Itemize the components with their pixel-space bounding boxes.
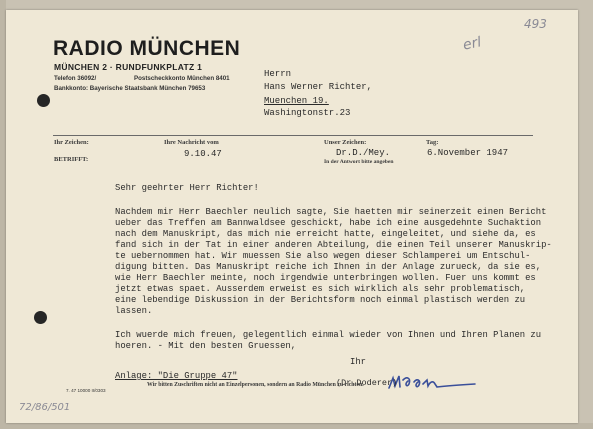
ihre-nachricht-value: 9.10.47 (184, 149, 222, 159)
ihr-zeichen-label: Ihr Zeichen: (54, 139, 89, 146)
anlage-line: Anlage: "Die Gruppe 47" (115, 371, 238, 381)
letterhead-address: MÜNCHEN 2 · RUNDFUNKPLATZ 1 (54, 62, 203, 72)
paragraph-line: digung bitten. Das Manuskript reiche ich Ihnen in der Anlage zurueck, da sie es, (115, 262, 542, 272)
pencil-mark: erl (461, 34, 483, 54)
recipient-salutation: Herrn (264, 69, 292, 79)
pencil-number: 493 (524, 17, 547, 31)
punch-hole-bottom (34, 311, 47, 324)
letterhead-title: RADIO MÜNCHEN (53, 37, 241, 60)
unser-zeichen-label: Unser Zeichen: (324, 139, 367, 146)
paragraph-line: nach dem Manuskript, das mich nie erreicht hatte, eingeleitet, und siehe da, es (115, 229, 536, 239)
tag-value: 6.November 1947 (427, 148, 509, 158)
paragraph-line: hoeren. - Mit den besten Gruessen, (115, 341, 297, 351)
paragraph-line: jetzt etwas spaet. Ausserdem erweist es sich wirklich als sehr problematisch, (115, 284, 526, 294)
footer-notice: Wir bitten Zuschriften nicht an Einzelpersonen, sondern an Radio München zu richten. (147, 382, 364, 388)
paragraph-line: eine lebendige Diskussion in der Berichtsform noch einmal plastisch werden zu (115, 295, 526, 305)
print-code: 7. 47 10000 II/0303 (66, 388, 106, 393)
tag-label: Tag: (426, 139, 439, 146)
antwort-hint: In der Antwort bitte angeben (324, 159, 394, 165)
unser-zeichen-value: Dr.D./Mey. (336, 148, 391, 158)
handwritten-signature (387, 372, 479, 396)
paragraph-line: Ich wuerde mich freuen, gelegentlich einmal wieder von Ihnen und Ihren Planen zu (115, 330, 542, 340)
greeting: Sehr geehrter Herr Richter! (115, 183, 259, 193)
paragraph-line: te uebernommen hat. Wir muessen Sie also wegen dieser Schlamperei um Entschul- (115, 251, 531, 261)
paragraph-line: Nachdem mir Herr Baechler neulich sagte, Sie haetten mir seinerzeit einen Bericht (115, 207, 547, 217)
recipient-street: Washingtonstr.23 (264, 108, 351, 118)
archive-number: 72/86/501 (19, 402, 71, 413)
signature-name: (Dr.Doderer) (336, 378, 398, 388)
letter-page (6, 10, 578, 423)
scan-edge-bottom (0, 423, 593, 429)
closing: Ihr (350, 357, 366, 367)
paragraph-line: ueber das Treffen am Bannwaldsee geschickt, habe ich eine ausgedehnte Suchaktion (115, 218, 542, 228)
letterhead-bank: Bankkonto: Bayerische Staatsbank München 79653 (54, 85, 206, 92)
recipient-city: Muenchen 19. (264, 96, 329, 106)
paragraph-line: lassen. (115, 306, 153, 316)
paragraph-line: wie Herr Baechler meinte, noch irgendwie unterbringen wollen. Fuer uns kommt es (115, 273, 536, 283)
recipient-name: Hans Werner Richter, (264, 82, 373, 92)
reference-rule (53, 135, 533, 136)
ihre-nachricht-label: Ihre Nachricht vom (164, 139, 219, 146)
punch-hole-top (37, 94, 50, 107)
letterhead-phone: Telefon 36092/ (54, 75, 97, 82)
betrifft-label: BETRIFFT: (54, 156, 89, 163)
paragraph-line: fand sich in der Tat in einer anderen Abteilung, die einen Teil unserer Manuskrip- (115, 240, 552, 250)
letterhead-postscheck: Postscheckkonto München 8401 (134, 75, 230, 82)
